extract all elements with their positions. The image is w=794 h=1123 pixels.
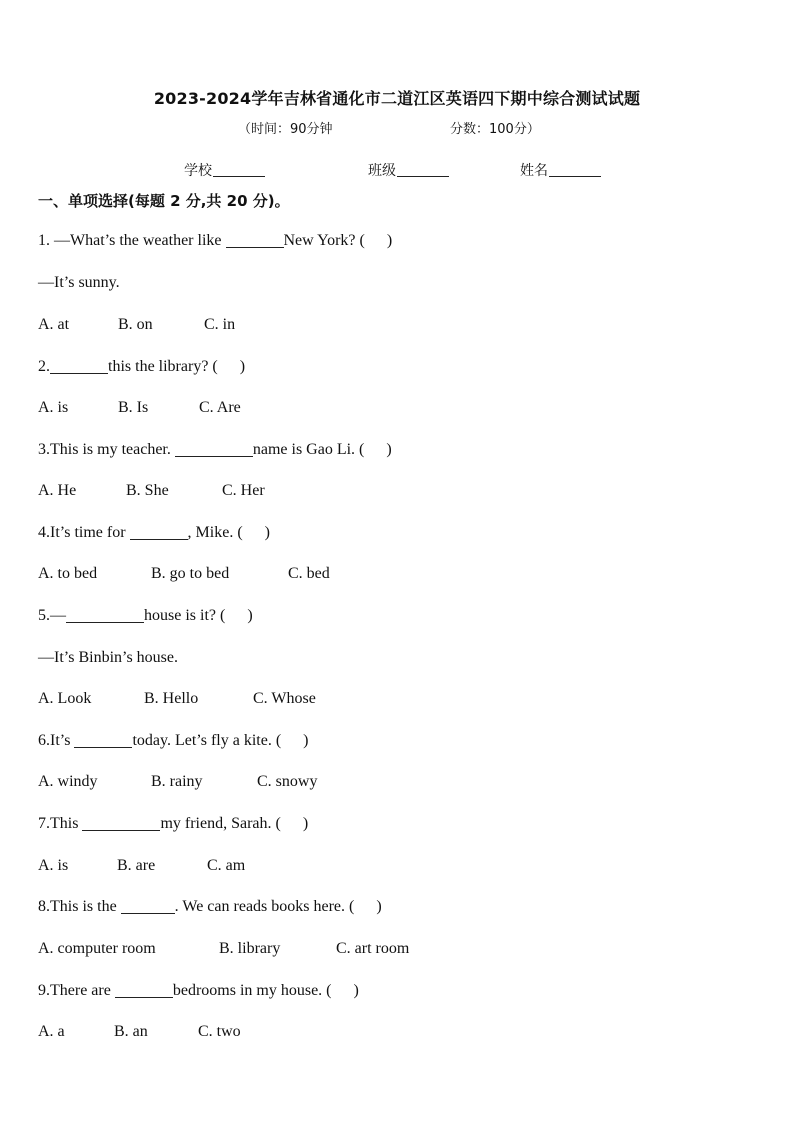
option-c[interactable]: C. art room xyxy=(336,940,410,957)
school-label: 学校 xyxy=(184,163,212,179)
option-a[interactable]: A. at xyxy=(38,316,70,333)
answer-blank[interactable] xyxy=(66,608,144,623)
answer-blank[interactable] xyxy=(175,442,253,457)
section-heading: 一、单项选择(每题 2 分,共 20 分)。 xyxy=(38,192,290,210)
option-c[interactable]: C. in xyxy=(204,316,236,333)
option-c[interactable]: C. snowy xyxy=(257,773,318,790)
question-5: 5.— house is it? ( ) xyxy=(38,607,253,624)
question-7: 7.This my friend, Sarah. ( ) xyxy=(38,815,309,832)
name-blank[interactable] xyxy=(549,162,601,177)
option-b[interactable]: B. on xyxy=(118,316,153,333)
option-c[interactable]: C. am xyxy=(207,857,246,874)
name-label: 姓名 xyxy=(520,163,548,179)
exam-score: 分数：100分） xyxy=(450,122,540,137)
option-a[interactable]: A. windy xyxy=(38,773,98,790)
option-c[interactable]: C. bed xyxy=(288,565,330,582)
option-c[interactable]: C. two xyxy=(198,1023,241,1040)
option-a[interactable]: A. is xyxy=(38,399,69,416)
option-b[interactable]: B. She xyxy=(126,482,169,499)
school-field xyxy=(184,160,265,180)
option-b[interactable]: B. are xyxy=(117,857,156,874)
option-c[interactable]: C. Whose xyxy=(253,690,316,707)
option-a[interactable]: A. a xyxy=(38,1023,65,1040)
class-label: 班级 xyxy=(368,163,396,179)
question-6: 6.It’s today. Let’s fly a kite. ( ) xyxy=(38,732,309,749)
answer-blank[interactable] xyxy=(226,233,284,248)
question-1-options xyxy=(38,316,235,334)
question-2-options xyxy=(38,399,241,417)
question-3-options xyxy=(38,482,265,500)
option-c[interactable]: C. Her xyxy=(222,482,265,499)
option-b[interactable]: B. go to bed xyxy=(151,565,230,582)
class-field xyxy=(368,160,449,180)
question-4: 4.It’s time for , Mike. ( ) xyxy=(38,524,270,541)
question-1-reply: —It’s sunny. xyxy=(38,274,120,291)
question-3: 3.This is my teacher. name is Gao Li. ( ) xyxy=(38,441,392,458)
question-6-options xyxy=(38,773,317,791)
question-9: 9.There are bedrooms in my house. ( ) xyxy=(38,982,359,999)
answer-blank[interactable] xyxy=(74,733,132,748)
option-c[interactable]: C. Are xyxy=(199,399,241,416)
option-b[interactable]: B. library xyxy=(219,940,281,957)
exam-title: 2023-2024学年吉林省通化市二道江区英语四下期中综合测试试题 xyxy=(153,89,641,108)
name-field xyxy=(520,160,601,180)
answer-blank[interactable] xyxy=(82,816,160,831)
question-9-options xyxy=(38,1023,241,1041)
option-b[interactable]: B. rainy xyxy=(151,773,203,790)
question-8: 8.This is the . We can reads books here. ( ) xyxy=(38,898,382,915)
answer-blank[interactable] xyxy=(130,525,188,540)
question-1: 1. —What’s the weather like New York? ( ) xyxy=(38,232,393,249)
option-a[interactable]: A. is xyxy=(38,857,69,874)
option-a[interactable]: A. Look xyxy=(38,690,92,707)
school-blank[interactable] xyxy=(213,162,265,177)
exam-time: （时间：90分钟 xyxy=(238,122,333,137)
answer-blank[interactable] xyxy=(50,359,108,374)
question-5-options xyxy=(38,690,316,708)
option-a[interactable]: A. computer room xyxy=(38,940,156,957)
answer-blank[interactable] xyxy=(115,983,173,998)
question-4-options xyxy=(38,565,330,583)
question-5-reply: —It’s Binbin’s house. xyxy=(38,649,179,666)
question-2: 2. this the library? ( ) xyxy=(38,358,246,375)
answer-blank[interactable] xyxy=(121,899,175,914)
option-b[interactable]: B. an xyxy=(114,1023,148,1040)
option-a[interactable]: A. to bed xyxy=(38,565,98,582)
class-blank[interactable] xyxy=(397,162,449,177)
question-8-options xyxy=(38,940,409,958)
option-a[interactable]: A. He xyxy=(38,482,77,499)
option-b[interactable]: B. Hello xyxy=(144,690,199,707)
question-7-options xyxy=(38,857,245,875)
option-b[interactable]: B. Is xyxy=(118,399,149,416)
